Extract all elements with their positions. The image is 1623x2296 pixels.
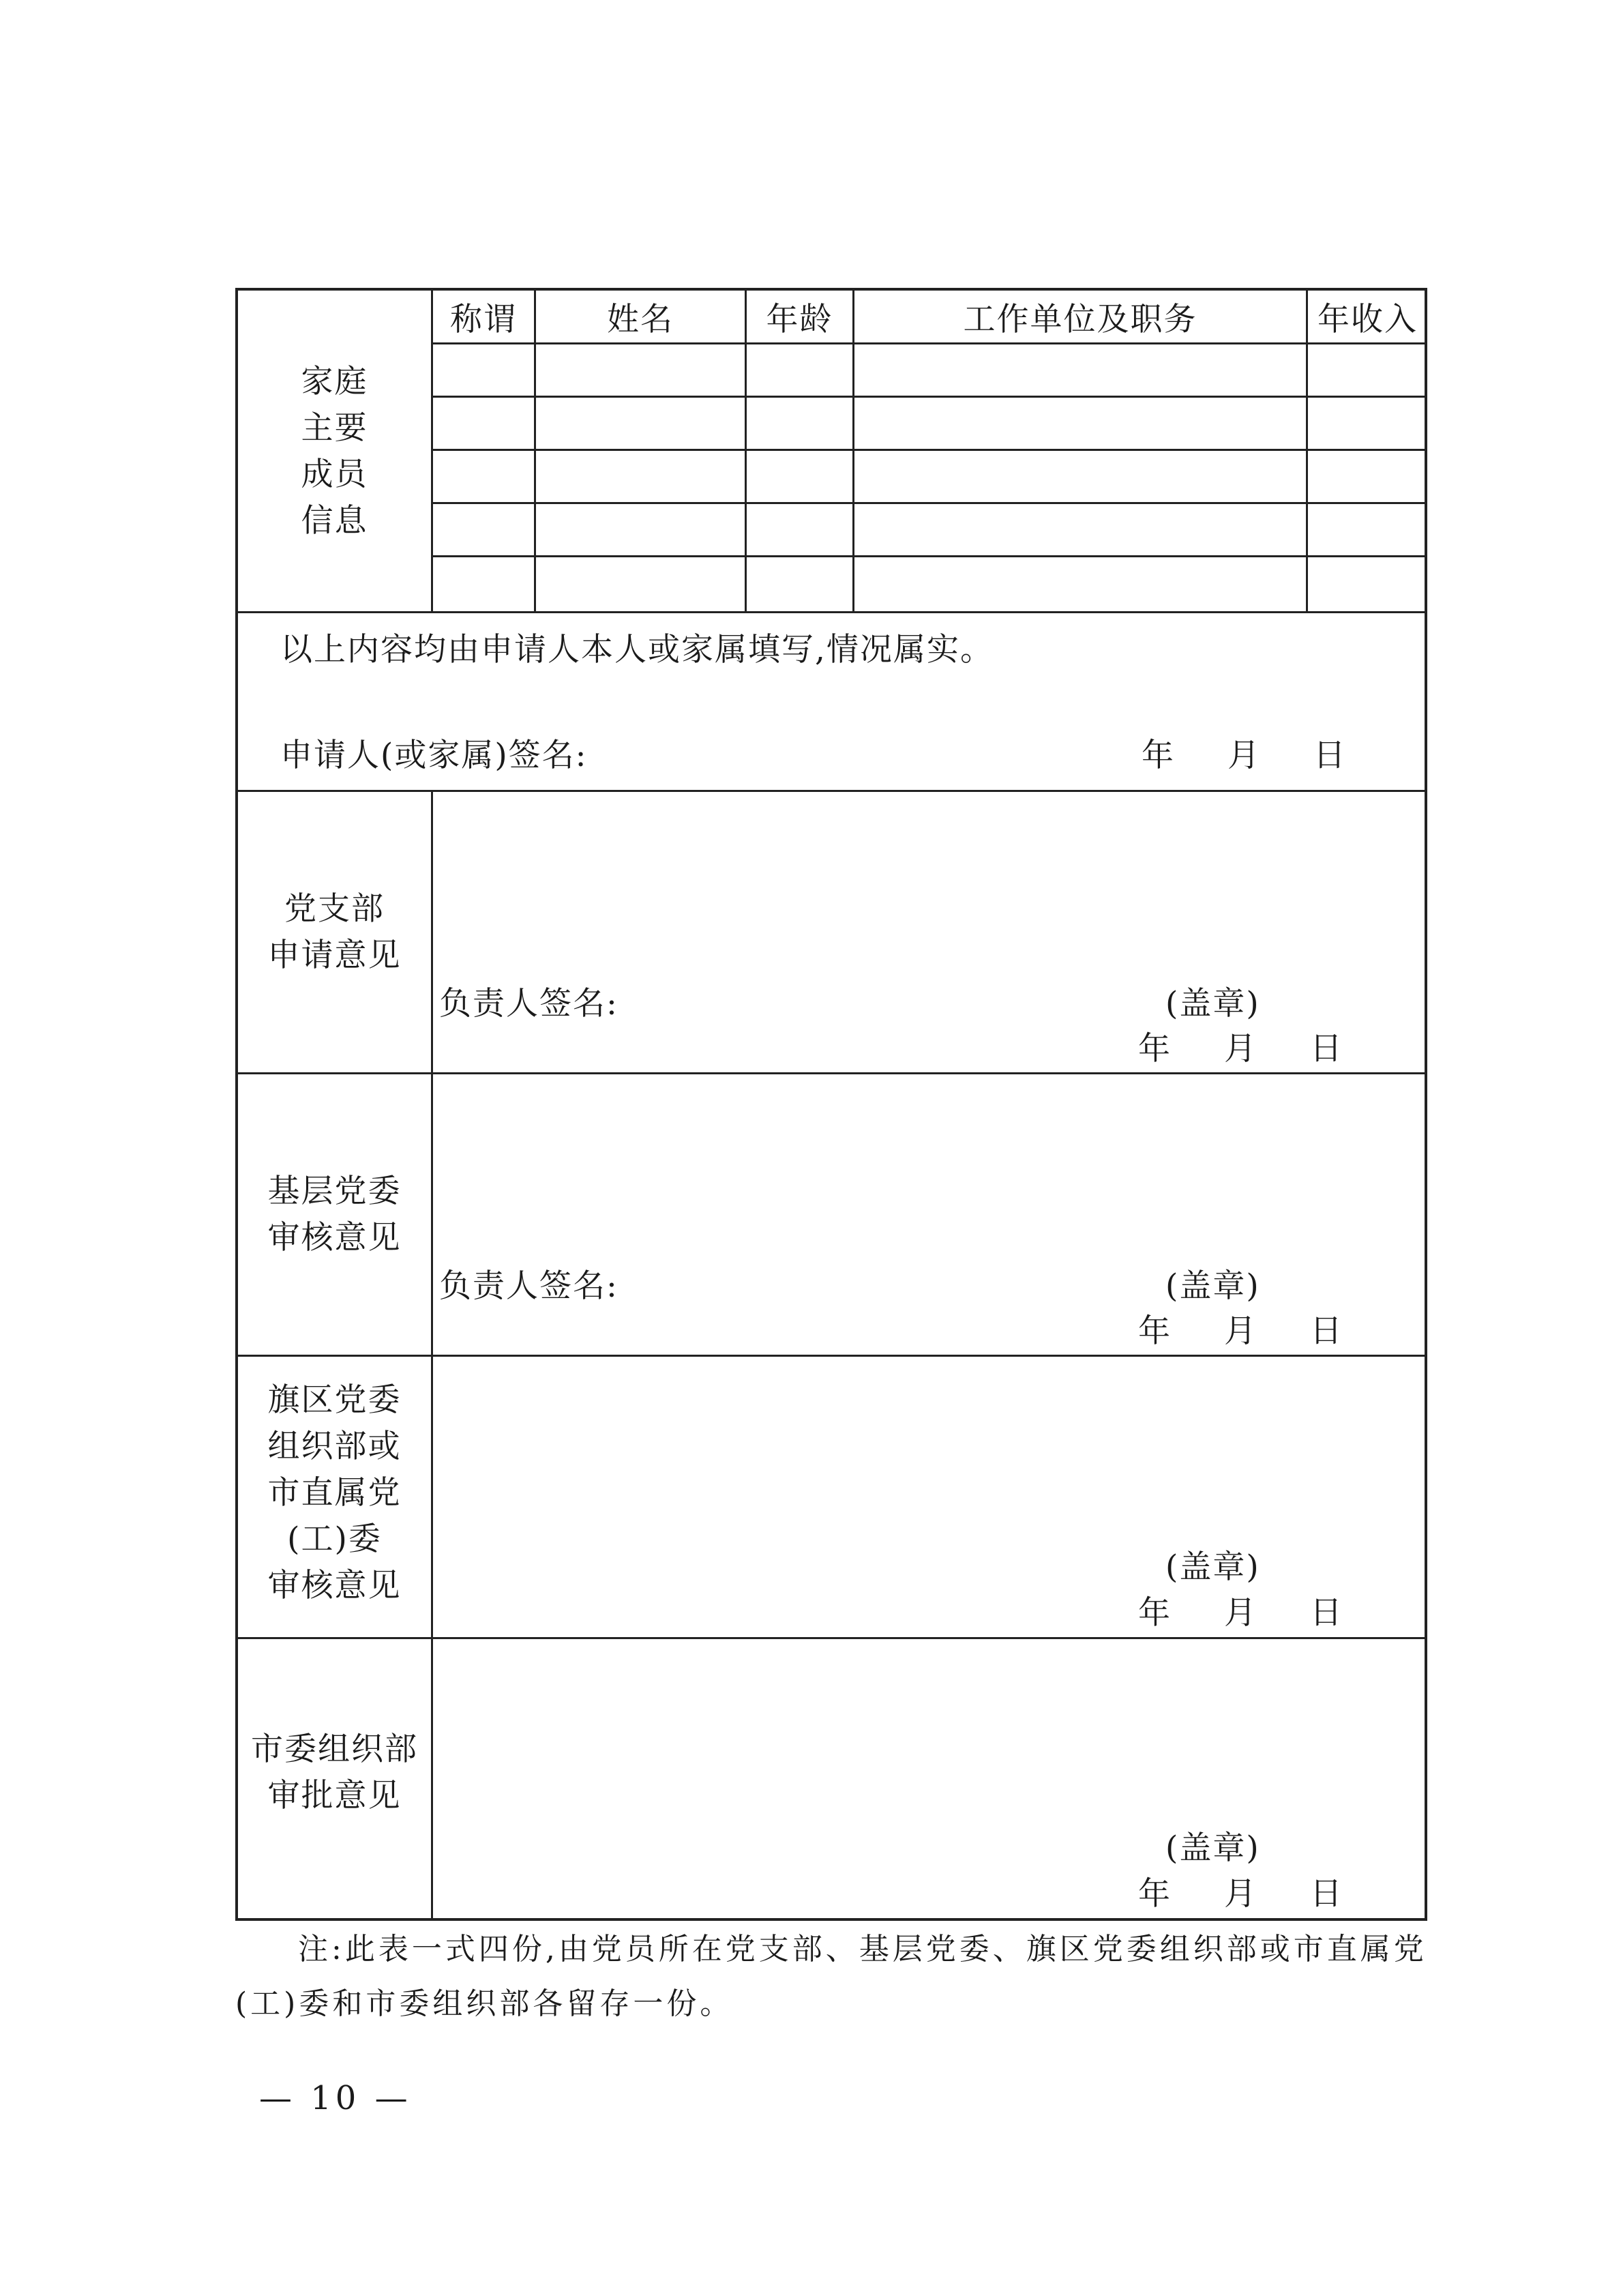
date-day: 日: [1309, 1875, 1343, 1913]
page-number: — 10 —: [259, 2079, 412, 2117]
district-organization-label: [238, 1377, 431, 1609]
family-label-line: 成员: [301, 456, 368, 493]
section-label-line: 审批意见: [267, 1777, 402, 1814]
header-age: 年龄: [766, 300, 833, 338]
footnote-line: (工)委和市委组织部各留存一份。: [235, 1986, 734, 2021]
responsible-signature-label: 负责人签名:: [439, 985, 619, 1022]
seal-label: (盖章): [1165, 1829, 1260, 1867]
header-annual-income: 年收入: [1317, 300, 1418, 338]
footnote: [235, 1922, 1427, 2031]
grassroots-committee-section: [238, 1074, 1425, 1355]
seal-label: (盖章): [1165, 1267, 1260, 1305]
family-members-label: [238, 359, 431, 544]
declaration-section: [238, 613, 1425, 790]
party-branch-opinion-section: [238, 792, 1425, 1072]
header-name: 姓名: [607, 300, 674, 338]
family-member-row: [433, 344, 1425, 396]
district-organization-section: [238, 1357, 1425, 1637]
header-employer-position: 工作单位及职务: [963, 300, 1197, 338]
date-year: 年: [1138, 1594, 1172, 1632]
grassroots-committee-label: [238, 1168, 431, 1261]
application-form-table: [235, 288, 1427, 1921]
family-member-row: [433, 451, 1425, 502]
municipal-approval-label: [238, 1726, 431, 1819]
section-label-line: 审核意见: [267, 1219, 402, 1256]
date-day: 日: [1309, 1312, 1343, 1350]
section-label-line: 审核意见: [267, 1567, 402, 1604]
applicant-signature-label: 申请人(或家属)签名:: [280, 737, 588, 774]
approval-date: [1138, 1875, 1343, 1913]
seal-label: (盖章): [1165, 985, 1260, 1022]
party-branch-label: [238, 886, 431, 979]
date-month: 月: [1223, 1030, 1257, 1068]
section-label-line: 旗区党委: [267, 1381, 402, 1419]
approval-date: [1138, 1030, 1343, 1068]
date-year: 年: [1138, 1030, 1172, 1068]
section-label-line: (工)委: [287, 1520, 382, 1558]
date-year: 年: [1138, 1875, 1172, 1913]
date-year: 年: [1138, 1312, 1172, 1350]
grid-line: [431, 792, 433, 1072]
footnote-line: 注:此表一式四份,由党员所在党支部、基层党委、旗区党委组织部或市直属党: [298, 1932, 1427, 1967]
section-label-line: 组织部或: [267, 1428, 402, 1465]
seal-label: (盖章): [1165, 1548, 1260, 1586]
family-label-line: 家庭: [301, 363, 368, 400]
family-label-line: 主要: [301, 409, 368, 447]
date-month: 月: [1223, 1594, 1257, 1632]
date-year: 年: [1142, 737, 1175, 774]
date-month: 月: [1223, 1875, 1257, 1913]
approval-date: [1138, 1312, 1343, 1350]
municipal-approval-section: [238, 1639, 1425, 1918]
family-member-row: [433, 504, 1425, 555]
grid-line: [431, 1074, 433, 1355]
grid-line: [431, 1357, 433, 1637]
family-label-line: 信息: [301, 502, 368, 540]
declaration-date: [1142, 737, 1347, 774]
responsible-signature-label: 负责人签名:: [439, 1267, 619, 1305]
date-month: 月: [1223, 1312, 1257, 1350]
date-day: 日: [1309, 1594, 1343, 1632]
section-label-line: 市直属党: [267, 1474, 402, 1512]
section-label-line: 市委组织部: [251, 1731, 418, 1768]
family-member-row: [433, 557, 1425, 608]
family-members-section: [238, 291, 1425, 611]
grid-line: [431, 1639, 433, 1918]
declaration-statement: 以上内容均由申请人本人或家属填写,情况属实。: [280, 631, 994, 668]
header-appellation: 称谓: [450, 300, 517, 338]
date-month: 月: [1227, 737, 1261, 774]
section-label-line: 基层党委: [267, 1173, 402, 1210]
date-day: 日: [1309, 1030, 1343, 1068]
section-label-line: 党支部: [284, 890, 385, 928]
family-member-row: [433, 398, 1425, 449]
section-label-line: 申请意见: [267, 937, 402, 974]
approval-date: [1138, 1594, 1343, 1632]
date-day: 日: [1313, 737, 1347, 774]
